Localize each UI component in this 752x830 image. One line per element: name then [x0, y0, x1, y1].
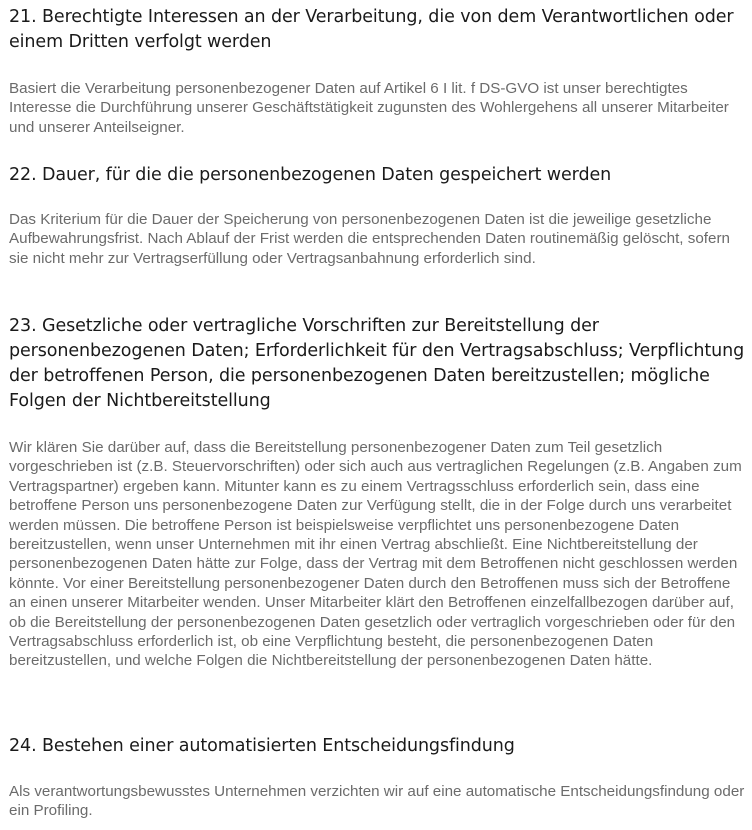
section-body: Wir klären Sie darüber auf, dass die Bereitstellung personenbezogener Daten zum Teil gesetzlich vorgeschrieben ist (z.B. Steuervorschriften) oder sich auch aus vertraglichen Regelungen (z.B. Angaben zum Vertragspartner) ergeben kann. Mitunter kann es zu einem Vertragsschluss erforderlich sein, dass eine betroffene Person uns personenbezogene Daten zur Verfügung stellt, die in der Folge durch uns verarbeitet werden müssen. Die betroffene Person ist beispielsweise verpflichtet uns personenbezogene Daten bereitzustellen, wenn unser Unternehmen mit ihr einen Vertrag abschließt. Eine Nichtbereitstellung der personenbezogenen Daten hätte zur Folge, dass der Vertrag mit dem Betroffenen nicht geschlossen werden könnte. Vor einer Bereitstellung personenbezogener Daten durch den Betroffenen muss sich der Betroffene an einen unserer Mitarbeiter wenden. Unser Mitarbeiter klärt den Betroffenen einzelfallbezogen darüber auf, ob die Bereitstellung der personenbezogenen Daten gesetzlich oder vertraglich vorgeschrieben oder für den Vertragsabschluss erforderlich ist, ob eine Verpflichtung besteht, die personenbezogenen Daten bereitzustellen, und welche Folgen die Nichtbereitstellung der personenbezogenen Daten hätte. — [9, 439, 742, 670]
section-body: Basiert die Verarbeitung personenbezogener Daten auf Artikel 6 I lit. f DS-GVO ist unser berechtigtes Interesse die Durchführung unserer Geschäftstätigkeit zugunsten des Wohlergehens all unserer Mitarbeiter und unserer Anteilseigner. — [9, 80, 729, 136]
section-body: Das Kriterium für die Dauer der Speicherung von personenbezogenen Daten ist die jeweilige gesetzliche Aufbewahrungsfrist. Nach Ablauf der Frist werden die entsprechenden Daten routinemäßig gelöscht, sofern sie nicht mehr zur Vertragserfüllung oder Vertragsanbahnung erforderlich sind. — [9, 211, 730, 267]
section-heading: 23. Gesetzliche oder vertragliche Vorschriften zur Bereitstellung der personenbezogenen Daten; Erforderlichkeit für den Vertragsabschluss; Verpflichtung der betroffenen Person, die personenbezogenen Daten bereitzustellen; mögliche Folgen der Nichtbereitstellung — [9, 316, 745, 411]
section-heading: 21. Berechtigte Interessen an der Verarbeitung, die von dem Verantwortlichen oder einem Dritten verfolgt werden — [9, 7, 734, 52]
section-heading: 24. Bestehen einer automatisierten Entscheidungsfindung — [9, 736, 515, 756]
section-heading: 22. Dauer, für die die personenbezogenen Daten gespeichert werden — [9, 165, 612, 185]
section-body: Als verantwortungsbewusstes Unternehmen verzichten wir auf eine automatische Entscheidungsfindung oder ein Profiling. — [9, 783, 745, 820]
